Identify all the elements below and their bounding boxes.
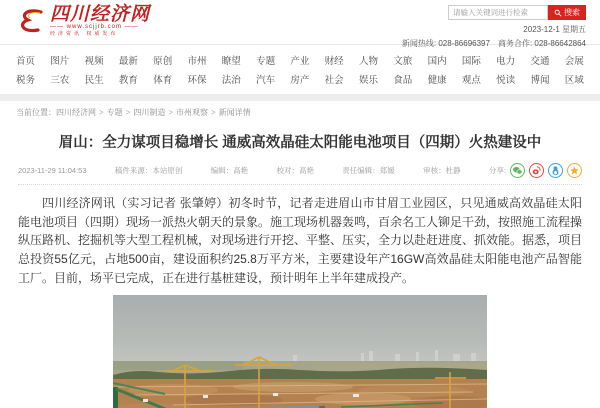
site-name: 四川经济网 xyxy=(50,3,151,25)
article-title: 眉山：全力谋项目稳增长 通威高效晶硅太阳能电池项目（四期）火热建设中 xyxy=(58,135,542,151)
nav-item[interactable]: 市州 xyxy=(187,56,207,67)
nav-row-1 xyxy=(16,53,584,67)
search-button[interactable] xyxy=(548,5,586,20)
nav-row-2 xyxy=(16,72,584,86)
search-input[interactable] xyxy=(448,5,548,20)
nav-item[interactable]: 产业 xyxy=(290,56,310,67)
header-date: 2023-12-1 星期五 xyxy=(523,25,586,34)
nav-item[interactable]: 国内 xyxy=(427,56,447,67)
article xyxy=(0,134,600,408)
share-star-icon[interactable] xyxy=(567,163,582,178)
nav-item[interactable]: 交通 xyxy=(530,56,550,67)
breadcrumb-item[interactable]: 四川经济网 xyxy=(56,108,96,117)
nav-item[interactable]: 财经 xyxy=(324,56,344,67)
nav-item[interactable]: 悦读 xyxy=(496,75,516,86)
construction-site-aerial-photo xyxy=(113,295,487,408)
nav-item[interactable]: 三农 xyxy=(50,75,70,86)
reviewer: 审核：杜静 xyxy=(423,165,461,175)
share-wechat-icon[interactable] xyxy=(510,163,525,178)
nav-item[interactable]: 房产 xyxy=(290,75,310,86)
logo-swirl-icon xyxy=(16,6,46,36)
breadcrumb-separator: > xyxy=(125,108,131,117)
nav-item[interactable]: 娱乐 xyxy=(358,75,378,86)
nav-item[interactable]: 教育 xyxy=(118,75,138,86)
nav-item[interactable]: 博闻 xyxy=(530,75,550,86)
proofreader: 校对：高艳 xyxy=(276,165,314,175)
breadcrumb-item[interactable]: 新闻详情 xyxy=(218,108,251,117)
nav-item[interactable]: 最新 xyxy=(118,56,138,67)
nav-item[interactable]: 观点 xyxy=(461,75,481,86)
nav-item[interactable]: 健康 xyxy=(427,75,447,86)
nav-item[interactable]: 区域 xyxy=(564,75,584,86)
search-bar xyxy=(402,5,586,20)
site-header xyxy=(0,0,600,48)
search-icon xyxy=(554,9,562,17)
article-body: 四川经济网讯（实习记者 张肇婷）初冬时节，记者走进眉山市甘眉工业园区，只见通威高效晶硅太阳能电池项目（四期）现场一派热火朝天的景象。施工现场机器轰鸣，百余名工人铆足干劲，按照施工流程操纵压路机、挖掘机等大型工程机械，对现场进行开挖、平整、压实，全力以赴赶进度、抓效能。据悉，项目总投资55亿元，占地500亩，建设面积约25.8万平方米，主要建设年产16GW高效晶硅太阳能电池产品智能工厂。目前，场平已完成，正在进行基桩建设，预计明年上半年建成投产。 xyxy=(18,195,583,285)
article-photo xyxy=(113,295,487,408)
nav-item[interactable]: 会展 xyxy=(564,56,584,67)
nav-item[interactable]: 人物 xyxy=(358,56,378,67)
nav-item[interactable]: 首页 xyxy=(16,56,36,67)
nav-item[interactable]: 环保 xyxy=(187,75,207,86)
breadcrumb-prefix: 当前位置： xyxy=(16,108,56,117)
breadcrumb xyxy=(0,101,600,122)
nav-item[interactable]: 法治 xyxy=(221,75,241,86)
source: 稿件来源：本站原创 xyxy=(114,165,183,175)
share-weibo-icon[interactable] xyxy=(529,163,544,178)
share-qq-icon[interactable] xyxy=(548,163,563,178)
breadcrumb-item[interactable]: 专题 xyxy=(106,108,123,117)
editor: 编辑：高艳 xyxy=(210,165,249,175)
nav-item[interactable]: 图片 xyxy=(50,56,70,67)
article-meta xyxy=(18,159,582,185)
nav-item[interactable]: 原创 xyxy=(153,56,173,67)
nav-item[interactable]: 文旅 xyxy=(393,56,413,67)
nav-item[interactable]: 瞭望 xyxy=(221,56,241,67)
breadcrumb-item[interactable]: 四川制造 xyxy=(133,108,166,117)
nav-item[interactable]: 体育 xyxy=(153,75,173,86)
publish-time: 2023-11-29 11:04:53 xyxy=(18,165,87,175)
nav-item[interactable]: 食品 xyxy=(393,75,413,86)
nav-item[interactable]: 电力 xyxy=(496,56,516,67)
share-bar xyxy=(489,163,582,178)
nav-item[interactable]: 汽车 xyxy=(256,75,276,86)
main-nav xyxy=(0,45,600,94)
search-button-label: 搜索 xyxy=(564,8,580,17)
nav-item[interactable]: 民生 xyxy=(84,75,104,86)
breadcrumb-separator: > xyxy=(99,108,104,117)
nav-item[interactable]: 国际 xyxy=(461,56,481,67)
nav-item[interactable]: 专题 xyxy=(256,56,276,67)
breadcrumb-items xyxy=(56,108,251,117)
nav-divider xyxy=(0,94,600,101)
breadcrumb-item[interactable]: 市州观察 xyxy=(176,108,209,117)
site-url: —— www.scjjrb.com —— xyxy=(50,24,139,30)
breadcrumb-separator: > xyxy=(168,108,174,117)
duty-editor: 责任编辑：郑嫒 xyxy=(342,165,395,175)
header-phones: 新闻热线: 028-86696397 商务合作: 028-86642864 xyxy=(401,39,586,48)
nav-item[interactable]: 社会 xyxy=(324,75,344,86)
nav-item[interactable]: 税务 xyxy=(16,75,36,86)
nav-item[interactable]: 视频 xyxy=(84,56,104,67)
share-label: 分享: xyxy=(488,165,506,175)
site-tagline: 经济资讯 权威发布 xyxy=(50,31,119,37)
breadcrumb-separator: > xyxy=(211,108,216,117)
